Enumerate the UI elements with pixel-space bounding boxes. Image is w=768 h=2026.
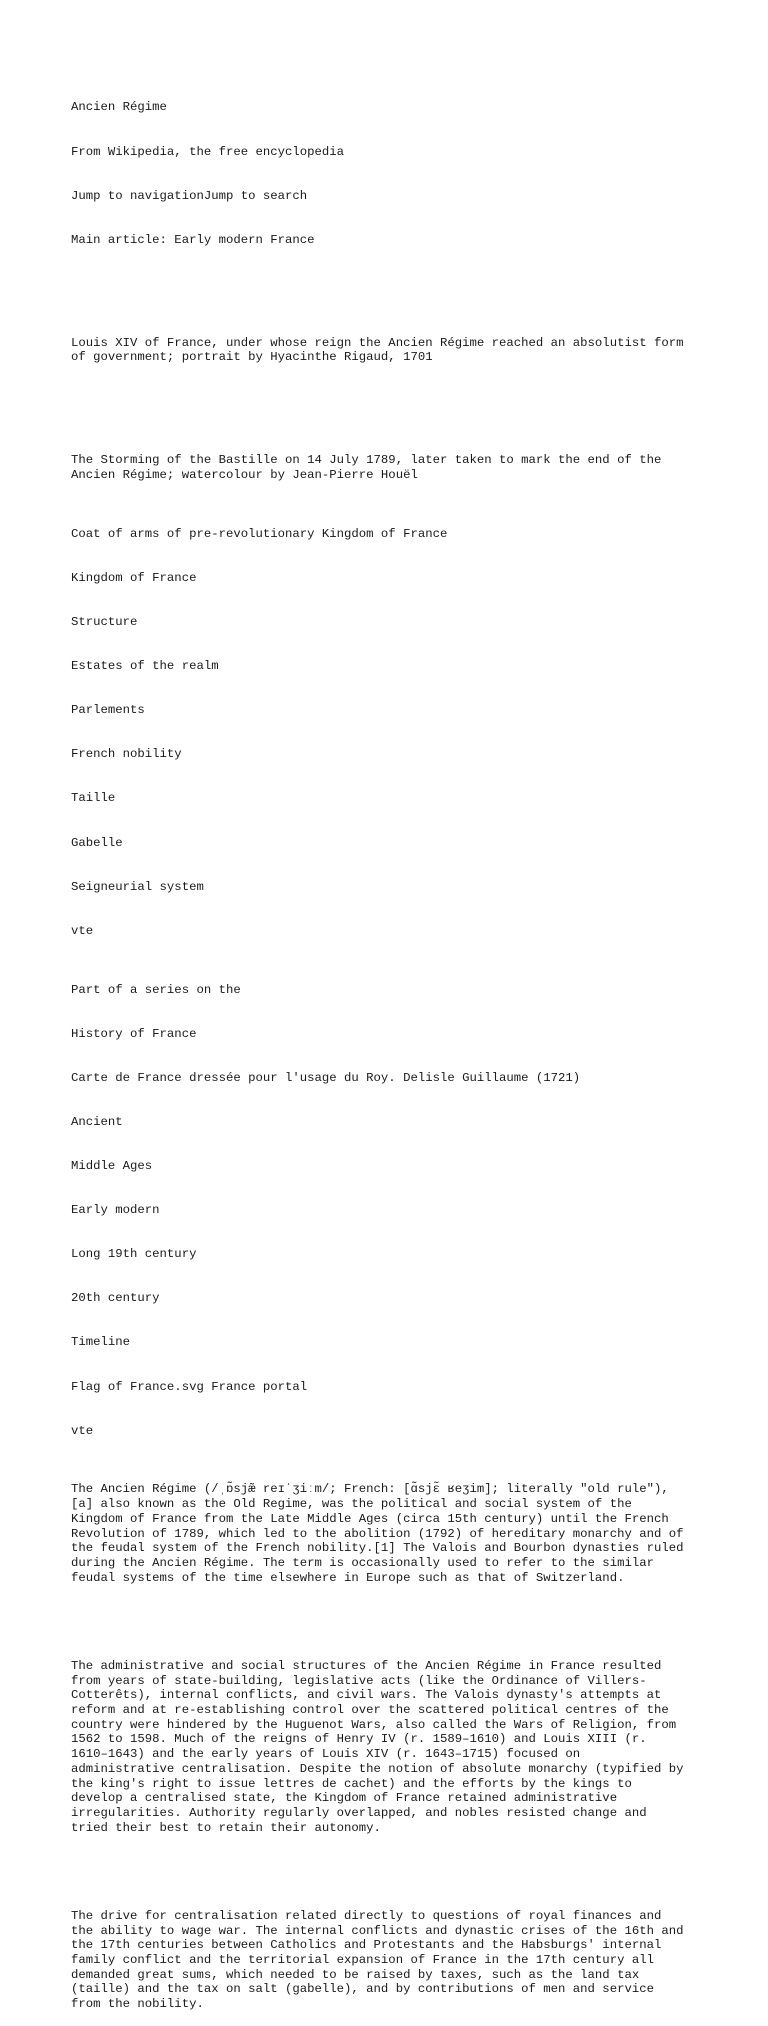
caption-louis-xiv: Louis XIV of France, under whose reign the Ancien Régime reached an absolutist form of government; portrait by Hyacinthe Rigaud, 1701 [71, 335, 684, 365]
jump-links[interactable]: Jump to navigationJump to search [71, 188, 308, 203]
page-title: Ancien Régime [71, 100, 167, 115]
spacer [71, 1865, 701, 1880]
body-paragraph: The Ancien Régime (/ˌɒ̃sjæ̃ reɪˈʒiːm/; French: [ɑ̃sjɛ̃ ʁeʒim]; literally "old rule"), [a] also known as the Old Regime, was the political and social system of the Kingdom of France from the Late Middle Ages (circa 15th century) until the French Revolution of 1789, which led to the abolition (1792) of hereditary monarchy and of the feudal system of the French nobility.[1] The Valois and Bourbon dynasties ruled during the Ancien Régime. The term is occasionally used to refer to the similar feudal systems of the time elsewhere in Europe such as that of Switzerland. [71, 1482, 684, 1585]
series-item: Part of a series on the [71, 982, 241, 997]
series-item[interactable]: Flag of France.svg France portal [71, 1379, 308, 1394]
infobox-item[interactable]: Parlements [71, 703, 145, 718]
body-paragraph: The administrative and social structures of the Ancien Régime in France resulted from years of state-building, legislative acts (like the Ordinance of Villers- Cotterêts), internal conflicts, and civil wars. The Valois dynasty's attempts at reform and at re-establishing control over the scattered political centres of the country were hindered by the Huguenot Wars, also called the Wars of Religion, from 1562 to 1598. Much of the reigns of Henry IV (r. 1589–1610) and Louis XIII (r. 1610–1643) and the early years of Louis XIV (r. 1643–1715) focused on administrative centralisation. Despite the notion of absolute monarchy (typified by the king's right to issue lettres de cachet) and the efforts by the kings to develop a centralised state, the Kingdom of France retained administrative irregularities. Authority regularly overlapped, and nobles resisted change and tried their best to retain their autonomy. [71, 1658, 684, 1835]
body-paragraph: The drive for centralisation related directly to questions of royal finances and the ability to wage war. The internal conflicts and dynastic crises of the 16th and the 17th centuries between Catholics and Protestants and the Habsburgs' internal family conflict and the territorial expansion of France in the 17th century all demanded great sums, which needed to be raised by taxes, such as the land tax (taille) and the tax on salt (gabelle), and by contributions of men and service from the nobility. [71, 1908, 684, 2012]
series-item[interactable]: Long 19th century [71, 1247, 197, 1262]
caption-bastille: The Storming of the Bastille on 14 July 1789, later taken to mark the end of the Ancien Régime; watercolour by Jean-Pierre Houël [71, 453, 662, 482]
series-item[interactable]: 20th century [71, 1291, 160, 1306]
series-item[interactable]: Timeline [71, 1335, 131, 1350]
infobox-item[interactable]: Estates of the realm [71, 659, 219, 674]
document-body [71, 71, 701, 2026]
series-item: Carte de France dressée pour l'usage du Roy. Delisle Guillaume (1721) [71, 1070, 581, 1085]
series-item[interactable]: History of France [71, 1026, 197, 1041]
infobox-item[interactable]: Taille [71, 791, 116, 806]
infobox-item: Coat of arms of pre-revolutionary Kingdom of France [71, 526, 448, 541]
main-article-link[interactable]: Main article: Early modern France [71, 232, 315, 247]
infobox-item[interactable]: Kingdom of France [71, 570, 197, 585]
spacer [71, 394, 701, 409]
series-item[interactable]: Early modern [71, 1203, 160, 1218]
infobox-item[interactable]: Gabelle [71, 835, 123, 850]
source-line: From Wikipedia, the free encyclopedia [71, 144, 345, 159]
vte-links[interactable]: vte [71, 1423, 94, 1438]
spacer [71, 277, 701, 292]
series-item[interactable]: Ancient [71, 1114, 123, 1129]
infobox-item[interactable]: Seigneurial system [71, 879, 204, 894]
vte-links[interactable]: vte [71, 923, 94, 938]
infobox-item[interactable]: French nobility [71, 747, 182, 762]
spacer [71, 1615, 701, 1630]
series-item[interactable]: Middle Ages [71, 1159, 153, 1173]
infobox-item: Structure [71, 614, 138, 629]
